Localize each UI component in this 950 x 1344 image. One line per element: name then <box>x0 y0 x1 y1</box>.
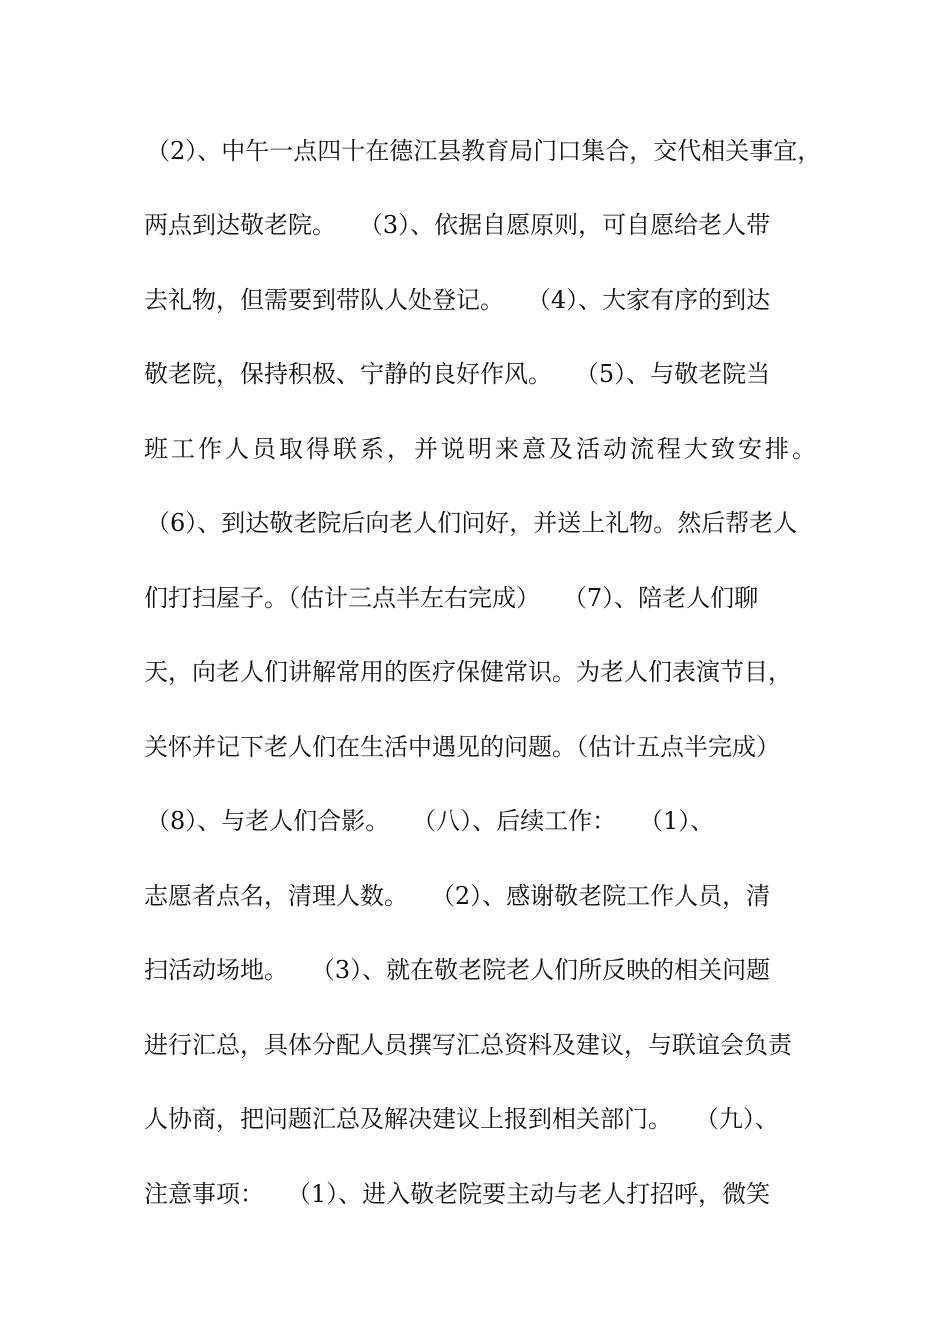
paragraph-line: 天，向老人们讲解常用的医疗保健常识。为老人们表演节目， <box>144 658 792 686</box>
paragraph-line: 扫活动场地。 （3）、就在敬老院老人们所反映的相关问题 <box>144 956 771 984</box>
paragraph-line: 们打扫屋子。（估计三点半左右完成） （7）、陪老人们聊 <box>144 584 759 612</box>
paragraph-line: 志愿者点名，清理人数。 （2）、感谢敬老院工作人员，清 <box>144 882 771 910</box>
paragraph-line: 进行汇总，具体分配人员撰写汇总资料及建议，与联谊会负责 <box>144 1031 792 1059</box>
paragraph-line: 班工作人员取得联系，并说明来意及活动流程大致安排。 <box>144 435 819 463</box>
paragraph-line: 关怀并记下老人们在生活中遇见的问题。（估计五点半完成） <box>144 733 780 761</box>
paragraph-line: （6）、到达敬老院后向老人们问好，并送上礼物。然后帮老人 <box>146 509 798 537</box>
paragraph-line: 敬老院，保持积极、宁静的良好作风。 （5）、与敬老院当 <box>144 360 771 388</box>
paragraph-line: （2）、中午一点四十在德江县教育局门口集合，交代相关事宜， <box>146 137 822 165</box>
paragraph-line: （8）、与老人们合影。 （八）、后续工作： （1）、 <box>146 807 715 835</box>
paragraph-line: 去礼物，但需要到带队人处登记。 （4）、大家有序的到达 <box>144 286 771 314</box>
paragraph-line: 两点到达敬老院。 （3）、依据自愿原则，可自愿给老人带 <box>144 211 771 239</box>
paragraph-line: 注意事项： （1）、进入敬老院要主动与老人打招呼，微笑 <box>144 1180 771 1208</box>
paragraph-line: 人协商，把问题汇总及解决建议上报到相关部门。 （九）、 <box>144 1105 779 1133</box>
